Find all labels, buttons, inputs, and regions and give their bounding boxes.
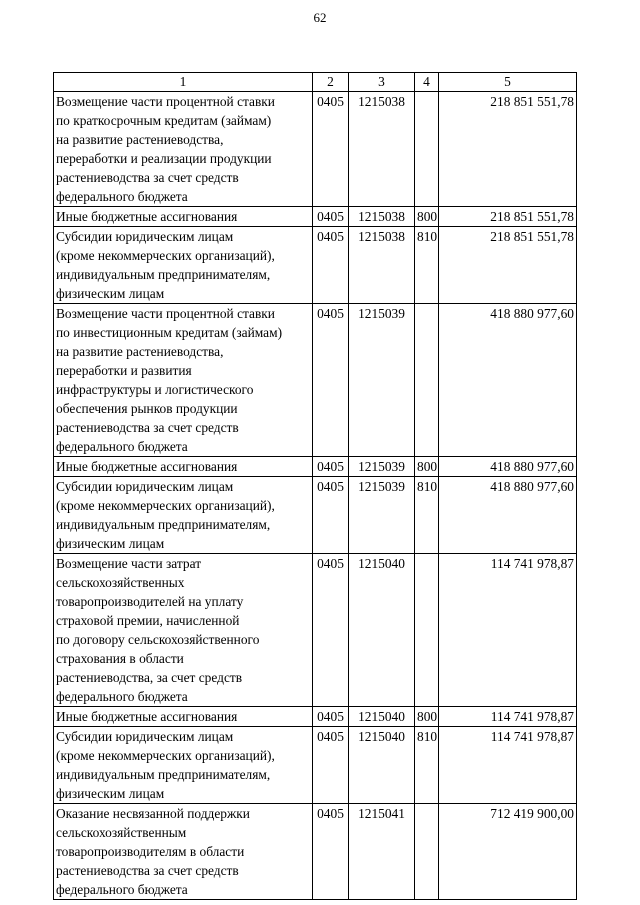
row-name-line: растениеводства за счет средств	[56, 863, 239, 878]
row-section: 0405	[313, 727, 349, 804]
header-col-5: 5	[439, 73, 577, 92]
row-target: 1215038	[349, 227, 415, 304]
row-expense-type	[415, 554, 439, 707]
row-name-line: растениеводства за счет средств	[56, 170, 239, 185]
row-name-line: физическим лицам	[56, 536, 165, 551]
row-name-line: индивидуальным предпринимателям,	[56, 767, 271, 782]
row-name-line: Возмещение части процентной ставки	[56, 94, 275, 109]
row-name-line: Субсидии юридическим лицам	[56, 229, 234, 244]
row-section: 0405	[313, 477, 349, 554]
row-name-line: Иные бюджетные ассигнования	[56, 459, 238, 474]
row-name-line: растениеводства за счет средств	[56, 420, 239, 435]
row-name-line: обеспечения рынков продукции	[56, 401, 238, 416]
row-name-line: товаропроизводителей на уплату	[56, 594, 244, 609]
row-name-line: Иные бюджетные ассигнования	[56, 209, 238, 224]
row-name-line: физическим лицам	[56, 286, 165, 301]
row-section: 0405	[313, 554, 349, 707]
row-name	[54, 554, 313, 707]
row-name-line: по краткосрочным кредитам (займам)	[56, 113, 272, 128]
row-name-line: Возмещение части процентной ставки	[56, 306, 275, 321]
row-name	[54, 207, 313, 227]
budget-table	[53, 72, 577, 900]
row-name-line: индивидуальным предпринимателям,	[56, 517, 271, 532]
row-name-line: индивидуальным предпринимателям,	[56, 267, 271, 282]
row-amount: 418 880 977,60	[439, 477, 577, 554]
row-section: 0405	[313, 227, 349, 304]
header-col-1: 1	[54, 73, 313, 92]
row-name-line: Возмещение части затрат	[56, 556, 202, 571]
table-row	[54, 727, 577, 804]
row-name-line: товаропроизводителям в области	[56, 844, 245, 859]
row-name	[54, 457, 313, 477]
table-row	[54, 207, 577, 227]
row-name-line: (кроме некоммерческих организаций),	[56, 748, 275, 763]
row-name-line: по договору сельскохозяйственного	[56, 632, 260, 647]
row-name-line: страхования в области	[56, 651, 184, 666]
row-name-line: инфраструктуры и логистического	[56, 382, 254, 397]
row-expense-type: 800	[415, 207, 439, 227]
row-name-line: федерального бюджета	[56, 439, 188, 454]
row-expense-type: 810	[415, 477, 439, 554]
row-expense-type: 800	[415, 707, 439, 727]
row-name-line: по инвестиционным кредитам (займам)	[56, 325, 283, 340]
row-name-line: (кроме некоммерческих организаций),	[56, 248, 275, 263]
table-row	[54, 554, 577, 707]
row-name-line: (кроме некоммерческих организаций),	[56, 498, 275, 513]
row-amount: 218 851 551,78	[439, 92, 577, 207]
header-col-3: 3	[349, 73, 415, 92]
row-amount: 712 419 900,00	[439, 804, 577, 900]
row-name-line: растениеводства, за счет средств	[56, 670, 243, 685]
row-section: 0405	[313, 804, 349, 900]
row-section: 0405	[313, 207, 349, 227]
row-name-line: Субсидии юридическим лицам	[56, 729, 234, 744]
row-name-line: Иные бюджетные ассигнования	[56, 709, 238, 724]
row-name-line: на развитие растениеводства,	[56, 344, 224, 359]
row-name	[54, 707, 313, 727]
row-amount: 114 741 978,87	[439, 727, 577, 804]
row-target: 1215039	[349, 477, 415, 554]
table-body	[54, 92, 577, 900]
row-target: 1215040	[349, 554, 415, 707]
row-name	[54, 227, 313, 304]
row-name	[54, 804, 313, 900]
row-target: 1215039	[349, 457, 415, 477]
row-amount: 218 851 551,78	[439, 227, 577, 304]
row-section: 0405	[313, 304, 349, 457]
row-target: 1215039	[349, 304, 415, 457]
row-expense-type	[415, 92, 439, 207]
row-name-line: на развитие растениеводства,	[56, 132, 224, 147]
row-expense-type: 800	[415, 457, 439, 477]
row-amount: 418 880 977,60	[439, 457, 577, 477]
row-amount: 114 741 978,87	[439, 554, 577, 707]
row-name-line: переработки и развития	[56, 363, 192, 378]
row-name	[54, 477, 313, 554]
row-amount: 218 851 551,78	[439, 207, 577, 227]
row-name	[54, 92, 313, 207]
row-section: 0405	[313, 707, 349, 727]
row-target: 1215040	[349, 707, 415, 727]
row-name	[54, 727, 313, 804]
row-name-line: федерального бюджета	[56, 689, 188, 704]
table-row	[54, 477, 577, 554]
table-row	[54, 457, 577, 477]
row-name	[54, 304, 313, 457]
row-expense-type	[415, 304, 439, 457]
table-row	[54, 227, 577, 304]
row-name-line: сельскохозяйственных	[56, 575, 185, 590]
row-target: 1215038	[349, 92, 415, 207]
page-number: 62	[313, 10, 327, 25]
row-name-line: физическим лицам	[56, 786, 165, 801]
row-name-line: федерального бюджета	[56, 882, 188, 897]
row-name-line: федерального бюджета	[56, 189, 188, 204]
row-name-line: страховой премии, начисленной	[56, 613, 240, 628]
row-name-line: Субсидии юридическим лицам	[56, 479, 234, 494]
row-amount: 418 880 977,60	[439, 304, 577, 457]
table-row	[54, 304, 577, 457]
header-row	[54, 73, 577, 92]
row-name-line: Оказание несвязанной поддержки	[56, 806, 250, 821]
row-expense-type: 810	[415, 727, 439, 804]
row-name-line: сельскохозяйственным	[56, 825, 187, 840]
row-section: 0405	[313, 457, 349, 477]
row-expense-type: 810	[415, 227, 439, 304]
row-name-line: переработки и реализации продукции	[56, 151, 272, 166]
row-target: 1215038	[349, 207, 415, 227]
row-target: 1215041	[349, 804, 415, 900]
table-row	[54, 804, 577, 900]
row-target: 1215040	[349, 727, 415, 804]
row-section: 0405	[313, 92, 349, 207]
table-row	[54, 707, 577, 727]
header-col-4: 4	[415, 73, 439, 92]
row-expense-type	[415, 804, 439, 900]
table-row	[54, 92, 577, 207]
row-amount: 114 741 978,87	[439, 707, 577, 727]
header-col-2: 2	[313, 73, 349, 92]
